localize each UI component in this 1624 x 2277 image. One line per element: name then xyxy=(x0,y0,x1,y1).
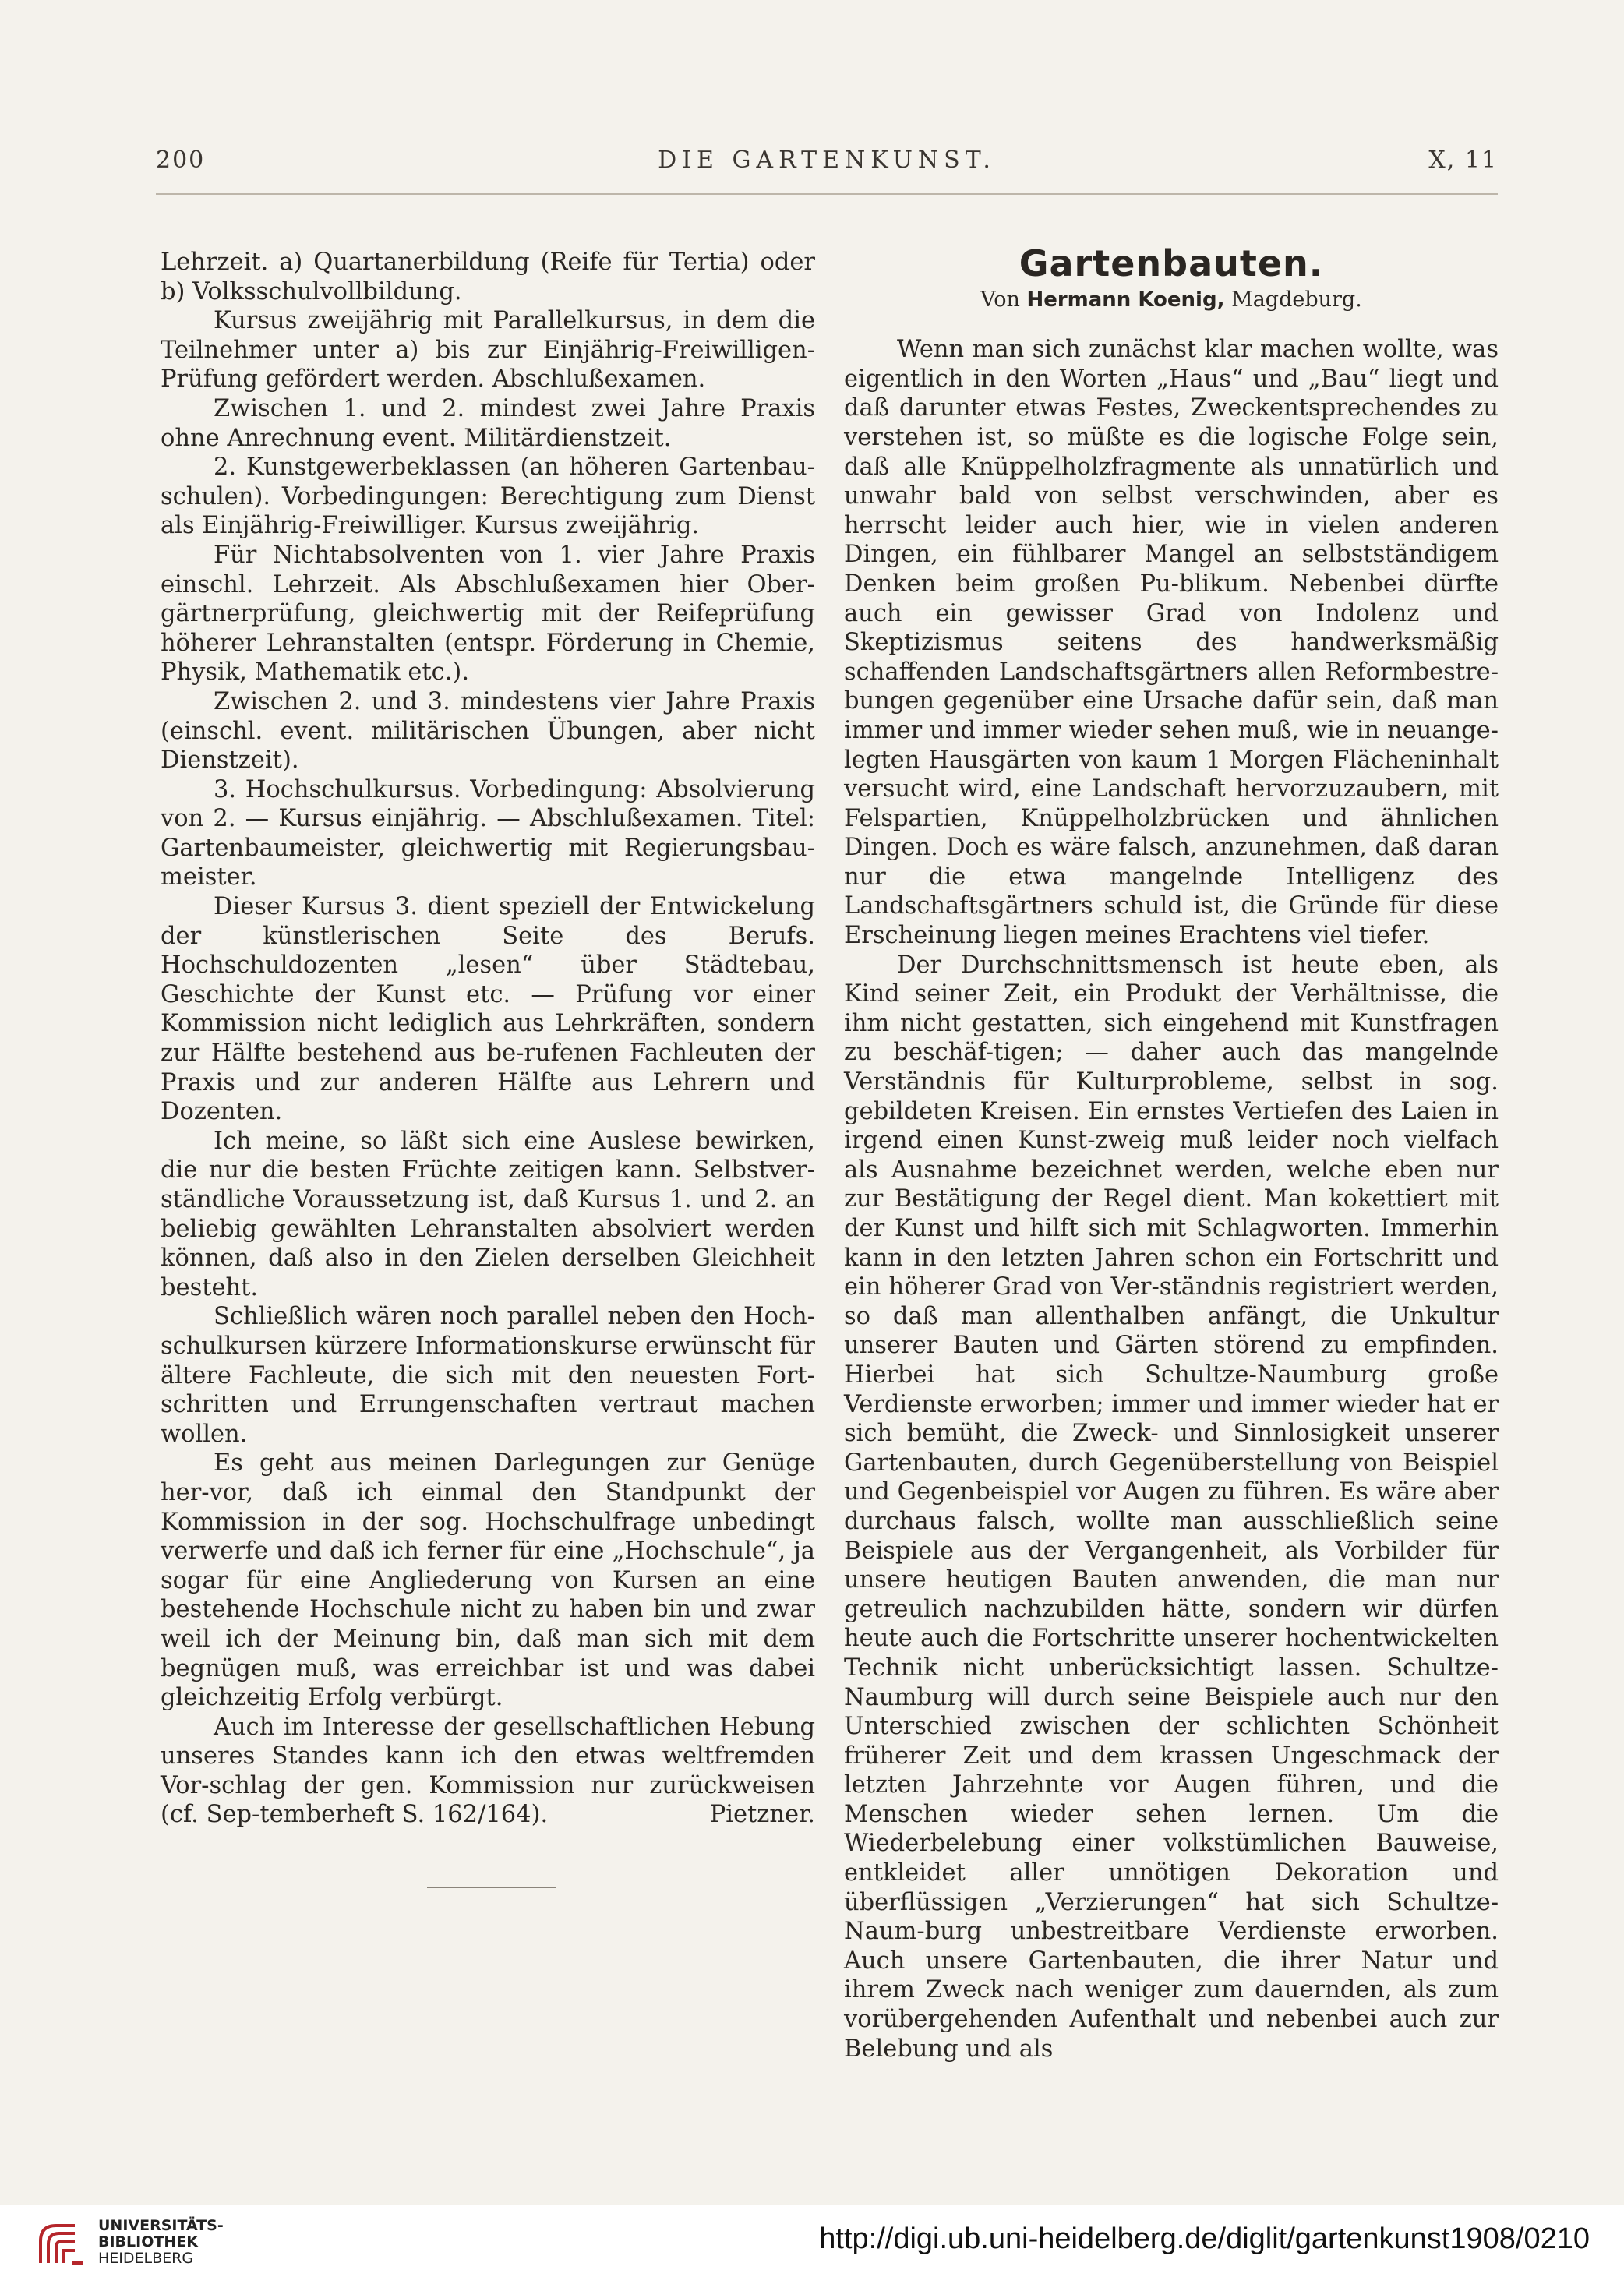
article-title: Gartenbauten. xyxy=(1019,242,1324,284)
library-name xyxy=(98,2218,224,2267)
paragraph: Kursus zweijährig mit Parallelkursus, in dem die Teilnehmer unter a) bis zur Einjährig-Freiwilligen-Prüfung gefördert werden. Abschlußexamen. xyxy=(161,307,815,394)
library-name-line: BIBLIOTHEK xyxy=(98,2233,198,2251)
paragraph: Wenn man sich zunächst klar machen wollte, was eigentlich in den Worten „Haus“ und „Bau“ liegt und daß darunter etwas Festes, Zweckentsprechendes zu verstehen ist, so müßte es die logische Folge sein, daß alle Knüppelholzfragmente als unnatürlich und unwahr bald von selbst verschwinden, aber es herrscht leider auch hier, wie in vielen anderen Dingen, ein fühlbarer Mangel an selbstständigem Denken beim großen Pu-blikum. Nebenbei dürfte auch ein gewisser Grad von Indolenz und Skeptizismus seitens des handwerksmäßig schaffenden Landschaftsgärtners allen Reformbestre-bungen gegenüber eine Ursache dafür sein, daß man immer und immer wieder sehen muß, wie in neuange-legten Hausgärten von kaum 1 Morgen Flächeninhalt versucht wird, eine Landschaft hervorzuzaubern, mit Felspartien, Knüppelholzbrücken und ähnlichen Dingen. Doch es wäre falsch, anzunehmen, daß daran nur die etwa mangelnde Intelligenz des Landschaftsgärtners schuld ist, die Gründe für diese Erscheinung liegen meines Erachtens viel tiefer. xyxy=(844,336,1499,950)
paragraph: Schließlich wären noch parallel neben den Hoch-schulkursen kürzere Informationskurse erwünscht für ältere Fachleute, die sich mit den neuesten Fort-schritten und Errungenschaften vertraut machen wollen. xyxy=(161,1303,815,1448)
paragraph: 3. Hochschulkursus. Vorbedingung: Absolvierung von 2. — Kursus einjährig. — Abschlußexamen. Titel: Gartenbaumeister, gleichwertig mit Regierungsbau-meister. xyxy=(161,775,815,891)
paragraph: Es geht aus meinen Darlegungen zur Genüge her-vor, daß ich einmal den Standpunkt der Kommission in der sog. Hochschulfrage unbedingt verwerfe und daß ich ferner für eine „Hochschule“, ja sogar für eine Angliederung von Kursen an eine bestehende Hochschule nicht zu haben bin und zwar weil ich der Meinung bin, daß man sich mit dem begnügen muß, was erreichbar ist und was dabei gleichzeitig Erfolg verbürgt. xyxy=(161,1449,815,1712)
library-logo-icon xyxy=(34,2215,89,2269)
source-url-link[interactable]: http://digi.ub.uni-heidelberg.de/diglit/gartenkunst1908/0210 xyxy=(819,2222,1590,2255)
closing-paragraph xyxy=(161,1713,815,1830)
header-rule xyxy=(156,193,1498,195)
issue-number: X, 11 xyxy=(1428,147,1498,174)
byline-prefix: Von xyxy=(980,287,1020,312)
paragraph: Zwischen 1. und 2. mindest zwei Jahre Praxis ohne Anrechnung event. Militärdienstzeit. xyxy=(161,394,815,452)
left-column xyxy=(161,248,815,1830)
paragraph: Lehrzeit. a) Quartanerbildung (Reife für Tertia) oder b) Volksschulvollbildung. xyxy=(161,249,815,305)
byline-author: Hermann Koenig, xyxy=(1026,288,1225,312)
right-column xyxy=(844,242,1499,2063)
article-separator xyxy=(427,1887,556,1888)
paragraph: Ich meine, so läßt sich eine Auslese bewirken, die nur die besten Früchte zeitigen kann. Selbstver-ständliche Voraussetzung ist, daß Kursus 1. und 2. an beliebig gewählten Lehranstalten absolviert werden können, daß also in den Zielen derselben Gleichheit besteht. xyxy=(161,1127,815,1301)
paragraph: Für Nichtabsolventen von 1. vier Jahre Praxis einschl. Lehrzeit. Als Abschlußexamen hier Ober-gärtnerprüfung, gleichwertig mit der Reifeprüfung höherer Lehranstalten (entspr. Förderung in Chemie, Physik, Mathematik etc.). xyxy=(161,541,815,687)
author-signature: Pietzner. xyxy=(709,1801,815,1829)
closing-text: Auch im Interesse der gesellschaftlichen Hebung unseres Standes kann ich den etwas weltfremden Vor-schlag der gen. Kommission nur zurückweisen (cf. Sep-temberheft S. 162/164). xyxy=(161,1713,815,1829)
paragraph: 2. Kunstgewerbeklassen (an höheren Gartenbau-schulen). Vorbedingungen: Berechtigung zum Dienst als Einjährig-Freiwilliger. Kursus zweijährig. xyxy=(161,454,815,540)
footer-bar xyxy=(0,2205,1624,2277)
running-head xyxy=(156,147,1498,185)
library-name-line: HEIDELBERG xyxy=(98,2250,194,2267)
byline-place: Magdeburg. xyxy=(1231,287,1362,312)
paragraph: Der Durchschnittsmensch ist heute eben, als Kind seiner Zeit, ein Produkt der Verhältnisse, die ihm nicht gestatten, sich eingehend mit Kunstfragen zu beschäf-tigen; — daher auch das mangelnde Verständnis für Kulturprobleme, selbst in sog. gebildeten Kreisen. Ein ernstes Vertiefen des Laien in irgend einen Kunst-zweig muß leider noch vielfach als Ausnahme bezeichnet werden, welche eben nur zur Bestätigung der Regel dient. Man kokettiert mit der Kunst und hilft sich mit Schlagworten. Immerhin kann in den letzten Jahren schon ein Fortschritt und ein höherer Grad von Ver-ständnis registriert werden, so daß man allenthalben anfängt, die Unkultur unserer Bauten und Gärten störend zu empfinden. Hierbei hat sich Schultze-Naumburg große Verdienste erworben; immer und immer wieder hat er sich bemüht, die Zweck- und Sinnlosigkeit unserer Gartenbauten, durch Gegenüberstellung von Beispiel und Gegenbeispiel vor Augen zu führen. Es wäre aber durchaus falsch, wollte man ausschließlich seine Beispiele aus der Vergangenheit, als Vorbilder für unsere heutigen Bauten anwenden, die man nur getreulich nachzubilden hätte, sondern wir dürfen heute auch die Fortschritte unserer hochentwickelten Technik nicht unberücksichtigt lassen. Schultze-Naumburg will durch seine Beispiele auch nur den Unterschied zwischen der schlichten Schönheit früherer Zeit und dem krassen Ungeschmack der letzten Jahrzehnte vor Augen führen, und die Menschen wieder sehen lernen. Um die Wiederbelebung einer volkstümlichen Bauweise, entkleidet aller unnötigen Dekoration und überflüssigen „Verzierungen“ hat sich Schultze-Naum-burg unbestreitbare Verdienste erworben. Auch unsere Gartenbauten, die ihrer Natur und ihrem Zweck nach weniger zum dauernden, als zum vorübergehenden Aufenthalt und nebenbei auch zur Belebung und als xyxy=(844,951,1499,2063)
page-number: 200 xyxy=(156,147,206,174)
paragraph: Dieser Kursus 3. dient speziell der Entwickelung der künstlerischen Seite des Berufs. Hochschuldozenten „lesen“ über Städtebau, Geschichte der Kunst etc. — Prüfung vor einer Kommission nicht lediglich aus Lehrkräften, sondern zur Hälfte bestehend aus be-rufenen Fachleuten der Praxis und zur anderen Hälfte aus Lehrern und Dozenten. xyxy=(161,893,815,1126)
paragraph: Zwischen 2. und 3. mindestens vier Jahre Praxis (einschl. event. militärischen Übungen, aber nicht Dienstzeit). xyxy=(161,687,815,775)
byline xyxy=(844,285,1499,316)
library-name-line: UNIVERSITÄTS- xyxy=(98,2217,224,2234)
journal-title: DIE GARTENKUNST. xyxy=(658,147,996,174)
